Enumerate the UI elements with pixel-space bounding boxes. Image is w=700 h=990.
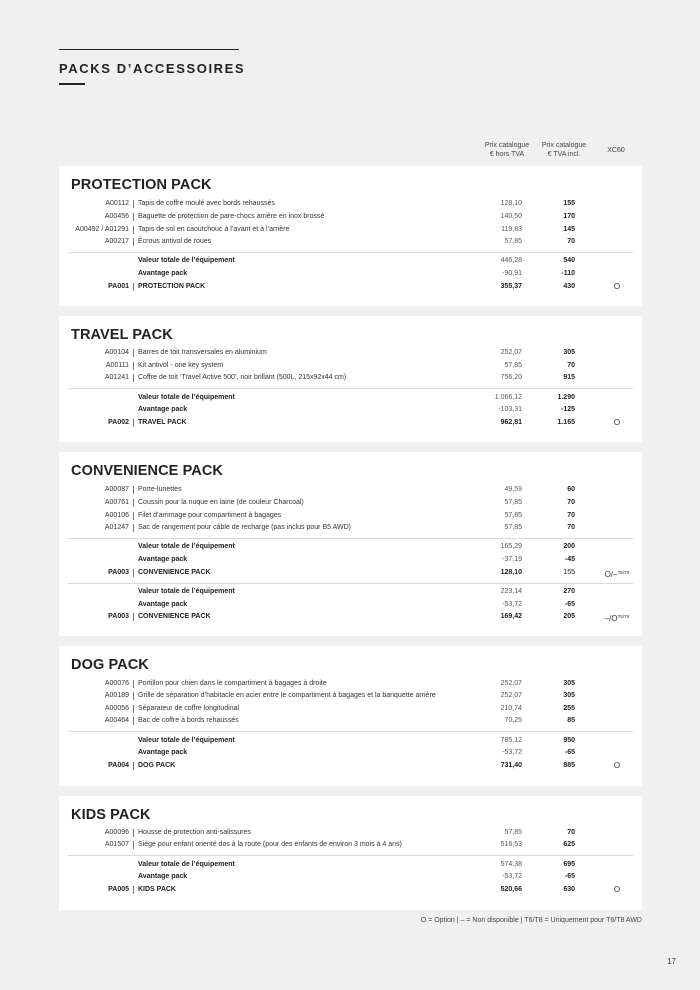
advantage-row (59, 404, 642, 416)
separator (133, 200, 134, 208)
item-price-ht: 516,53 (500, 841, 522, 848)
item-price-ht: 49,59 (504, 486, 522, 493)
advantage-label: Avantage pack (138, 749, 188, 756)
option-indicator (597, 281, 637, 293)
option-symbol: O (613, 282, 621, 291)
pack-card-protection (59, 166, 642, 306)
pack-card-convenience (59, 452, 642, 636)
total-label: Valeur totale de l’équipement (138, 861, 235, 868)
item-code: A00189 (104, 692, 129, 699)
total-label: Valeur totale de l’équipement (138, 737, 235, 744)
option-indicator (597, 567, 637, 581)
pack-label: KIDS PACK (138, 886, 176, 893)
item-code: A00112 (105, 200, 129, 207)
table-row (59, 827, 642, 839)
total-label: Valeur totale de l’équipement (138, 588, 235, 595)
separator (133, 569, 134, 577)
item-price-ttc: 155 (563, 200, 575, 207)
pack-price-ht: 355,37 (500, 283, 522, 290)
page-title: PACKS D’ACCESSOIRES (59, 61, 246, 76)
option-symbol: O (613, 418, 621, 427)
pack-row (59, 567, 642, 579)
advantage-row (59, 871, 642, 883)
total-price-ttc: 270 (563, 588, 575, 595)
item-price-ht: 70,25 (504, 717, 522, 724)
separator (133, 283, 134, 291)
separator (133, 886, 134, 894)
table-row (59, 522, 642, 534)
separator (133, 692, 134, 700)
item-price-ht: 252,07 (500, 692, 522, 699)
pack-code: PA002 (108, 419, 129, 426)
separator (133, 613, 134, 621)
total-label: Valeur totale de l’équipement (138, 394, 235, 401)
total-price-ht: 223,14 (500, 588, 522, 595)
total-label: Valeur totale de l’équipement (138, 543, 235, 550)
item-price-ht: 252,07 (500, 680, 522, 687)
option-indicator (597, 884, 637, 896)
item-price-ttc: 60 (567, 486, 575, 493)
advantage-label: Avantage pack (138, 601, 188, 608)
separator (133, 486, 134, 494)
table-row (59, 360, 642, 372)
item-desc: Coffre de toit ‘Travel Active 500’, noir brillant (500L, 215x92x44 cm) (138, 374, 347, 381)
option-indicator (597, 760, 637, 772)
item-price-ttc: 305 (563, 349, 575, 356)
item-price-ht: 57,85 (504, 499, 522, 506)
separator (133, 349, 134, 357)
separator (133, 762, 134, 770)
item-price-ht: 57,85 (504, 829, 522, 836)
divider (68, 855, 633, 856)
option-symbol: O (613, 761, 621, 770)
item-price-ht: 57,85 (504, 512, 522, 519)
separator (133, 717, 134, 725)
total-price-ht: 785,12 (500, 737, 522, 744)
item-code: A01247 (104, 524, 129, 531)
item-desc: Barres de toit transversales en aluminium (138, 349, 267, 356)
table-row (59, 211, 642, 223)
advantage-price-ht: -53,72 (502, 873, 522, 880)
item-desc: Filet d’arrimage pour compartiment à bagages (138, 512, 282, 519)
advantage-price-ht: -37,19 (502, 556, 522, 563)
pack-price-ht: 731,40 (500, 762, 522, 769)
pack-code: PA003 (108, 569, 129, 576)
item-price-ht: 119,83 (501, 226, 522, 233)
item-price-ht: 252,07 (500, 349, 522, 356)
pack-price-ht: 128,10 (500, 569, 522, 576)
separator (133, 226, 134, 234)
table-row (59, 224, 642, 236)
title-rule (59, 83, 85, 85)
item-price-ttc: 255 (563, 705, 575, 712)
advantage-price-ht: -53,72 (502, 749, 522, 756)
item-price-ttc: 915 (563, 374, 575, 381)
pack-title: TRAVEL PACK (71, 327, 173, 343)
table-row (59, 678, 642, 690)
pack-row (59, 760, 642, 772)
item-desc: Grille de séparation d’habitacle en acier entre le compartiment à bagages et la banquette arrière (138, 692, 436, 699)
total-row (59, 541, 642, 553)
advantage-price-ht: -53,72 (502, 601, 522, 608)
item-price-ttc: 145 (563, 226, 575, 233)
separator (133, 680, 134, 688)
table-row (59, 497, 642, 509)
pack-title: KIDS PACK (71, 807, 151, 823)
pack-price-ht: 520,66 (500, 886, 522, 893)
pack-price-ttc: 205 (563, 613, 575, 620)
total-price-ht: 1.066,12 (494, 394, 522, 401)
advantage-row (59, 599, 642, 611)
item-price-ht: 210,74 (500, 705, 522, 712)
advantage-price-ttc: -110 (561, 270, 575, 277)
item-code: A00217 (104, 238, 129, 245)
table-row (59, 372, 642, 384)
item-price-ttc: 70 (567, 362, 575, 369)
advantage-row (59, 554, 642, 566)
pack-code: PA004 (108, 762, 129, 769)
pack-card-kids (59, 796, 642, 910)
item-price-ttc: 70 (567, 524, 575, 531)
item-code: A01507 (104, 841, 129, 848)
pack-title: CONVENIENCE PACK (71, 463, 223, 479)
item-price-ttc: 305 (563, 680, 575, 687)
separator (133, 499, 134, 507)
item-price-ttc: 170 (563, 213, 575, 220)
item-desc: Coussin pour la nuque en laine (de couleur Charcoal) (138, 499, 304, 506)
advantage-price-ttc: -65 (564, 749, 575, 756)
total-row (59, 859, 642, 871)
item-price-ht: 57,85 (504, 362, 522, 369)
total-price-ttc: 695 (563, 861, 575, 868)
page-number: 17 (667, 957, 676, 966)
separator (133, 524, 134, 532)
separator (133, 213, 134, 221)
pack-label: DOG PACK (138, 762, 176, 769)
pack-code: PA003 (108, 613, 129, 620)
separator (133, 419, 134, 427)
advantage-label: Avantage pack (138, 270, 188, 277)
pack-label: CONVENIENCE PACK (138, 569, 211, 576)
pack-price-ttc: 155 (563, 569, 575, 576)
item-code: A00056 (104, 705, 129, 712)
total-row (59, 255, 642, 267)
table-row (59, 703, 642, 715)
item-code: A00076 (104, 680, 129, 687)
pack-title: PROTECTION PACK (71, 177, 212, 193)
advantage-price-ht: -103,31 (498, 406, 522, 413)
separator (133, 374, 134, 382)
pack-price-ttc: 630 (563, 886, 575, 893)
pack-label: PROTECTION PACK (138, 283, 206, 290)
pack-price-ttc: 430 (563, 283, 575, 290)
advantage-price-ttc: -125 (560, 406, 575, 413)
option-indicator (597, 611, 637, 625)
advantage-price-ht: -90,91 (502, 270, 522, 277)
pack-code: PA001 (108, 283, 129, 290)
item-desc: Housse de protection anti-salissures (138, 829, 251, 836)
total-price-ttc: 950 (563, 737, 575, 744)
total-price-ttc: 540 (563, 257, 575, 264)
item-code: A00464 (104, 717, 129, 724)
item-code: A00111 (105, 362, 129, 369)
advantage-price-ttc: -65 (564, 601, 575, 608)
table-row (59, 347, 642, 359)
item-code: A01241 (104, 374, 129, 381)
pack-price-ttc: 885 (563, 762, 575, 769)
col-head-price-ttc: Prix catalogue € TVA incl. (541, 142, 587, 158)
divider (68, 388, 633, 389)
total-price-ttc: 200 (563, 543, 575, 550)
separator (133, 362, 134, 370)
item-desc: Bac de coffre à bords rehaussés (138, 717, 239, 724)
table-row (59, 839, 642, 851)
item-desc: Kit antivol - one key system (138, 362, 224, 369)
total-row (59, 392, 642, 404)
col-head-model: XC60 (607, 147, 625, 154)
pack-row (59, 417, 642, 429)
advantage-label: Avantage pack (138, 406, 188, 413)
total-row (59, 735, 642, 747)
item-desc: Siège pour enfant orienté dos à la route (pour des enfants de environ 3 mois à 4 ans) (138, 841, 402, 848)
separator (133, 841, 134, 849)
table-row (59, 484, 642, 496)
item-code: A00492 / A01291 (75, 226, 129, 233)
total-price-ht: 165,29 (500, 543, 522, 550)
item-code: A00096 (104, 829, 129, 836)
advantage-row (59, 268, 642, 280)
item-desc: Portillon pour chien dans le compartiment à bagages à droite (138, 680, 327, 687)
separator (133, 829, 134, 837)
pack-code: PA005 (108, 886, 129, 893)
option-symbol: O/– (604, 570, 618, 579)
col-head-price-ht: Prix catalogue € hors TVA (484, 142, 530, 158)
option-symbol: O (613, 885, 621, 894)
advantage-label: Avantage pack (138, 556, 188, 563)
legend: O = Option | – = Non disponible | T6/T8 = Uniquement pour T6/T8 AWD (420, 917, 642, 924)
pack-price-ttc: 1.165 (557, 419, 575, 426)
table-row (59, 510, 642, 522)
pack-row (59, 884, 642, 896)
item-price-ht: 140,50 (500, 213, 522, 220)
table-row (59, 715, 642, 727)
divider (68, 583, 633, 584)
item-desc: Sac de rangement pour câble de recharge (pas inclus pour B5 AWD) (138, 524, 351, 531)
item-desc: Porte-lunettes (138, 486, 182, 493)
divider (68, 252, 633, 253)
pack-price-ht: 169,42 (500, 613, 522, 620)
top-rule (59, 49, 239, 50)
total-label: Valeur totale de l’équipement (138, 257, 235, 264)
item-price-ht: 57,85 (504, 238, 522, 245)
divider (68, 538, 633, 539)
table-row (59, 198, 642, 210)
total-price-ht: 574,38 (500, 861, 522, 868)
item-code: A00456 (104, 213, 129, 220)
separator (133, 705, 134, 713)
item-price-ttc: 70 (567, 238, 575, 245)
item-desc: Tapis de sol en caoutchouc à l’avant et à l’arrière (138, 226, 290, 233)
item-price-ttc: 70 (567, 499, 575, 506)
item-price-ttc: 625 (563, 841, 575, 848)
pack-row (59, 611, 642, 623)
item-desc: Séparateur de coffre longitudinal (138, 705, 240, 712)
item-desc: Écrous antivol de roues (138, 238, 212, 245)
total-price-ht: 446,28 (500, 257, 522, 264)
total-price-ttc: 1.290 (557, 394, 575, 401)
option-indicator (597, 417, 637, 429)
table-row (59, 236, 642, 248)
option-superscript: T6/T8 (617, 614, 630, 619)
option-symbol: –/O (604, 614, 618, 623)
separator (133, 512, 134, 520)
advantage-price-ttc: -45 (564, 556, 575, 563)
item-price-ttc: 305 (563, 692, 575, 699)
column-headers (0, 141, 700, 167)
pack-card-dog (59, 646, 642, 786)
pack-card-travel (59, 316, 642, 442)
item-price-ttc: 70 (567, 512, 575, 519)
item-price-ht: 128,10 (500, 200, 522, 207)
pack-price-ht: 962,81 (500, 419, 522, 426)
advantage-price-ttc: -65 (564, 873, 575, 880)
pack-label: CONVENIENCE PACK (138, 613, 211, 620)
item-desc: Tapis de coffre moulé avec bords rehaussés (138, 200, 275, 207)
table-row (59, 690, 642, 702)
pack-label: TRAVEL PACK (138, 419, 187, 426)
item-code: A00087 (104, 486, 129, 493)
item-code: A00106 (104, 512, 129, 519)
total-row (59, 586, 642, 598)
divider (68, 731, 633, 732)
separator (133, 238, 134, 246)
option-superscript: T6/T8 (617, 570, 630, 575)
item-code: A00761 (104, 499, 129, 506)
pack-row (59, 281, 642, 293)
item-desc: Baguette de protection de pare-chocs arrière en inox brossé (138, 213, 325, 220)
item-price-ttc: 85 (567, 717, 575, 724)
pack-title: DOG PACK (71, 657, 149, 673)
item-price-ht: 57,85 (504, 524, 522, 531)
advantage-label: Avantage pack (138, 873, 188, 880)
advantage-row (59, 747, 642, 759)
item-price-ht: 756,20 (500, 374, 522, 381)
item-price-ttc: 70 (567, 829, 575, 836)
item-code: A00104 (104, 349, 129, 356)
